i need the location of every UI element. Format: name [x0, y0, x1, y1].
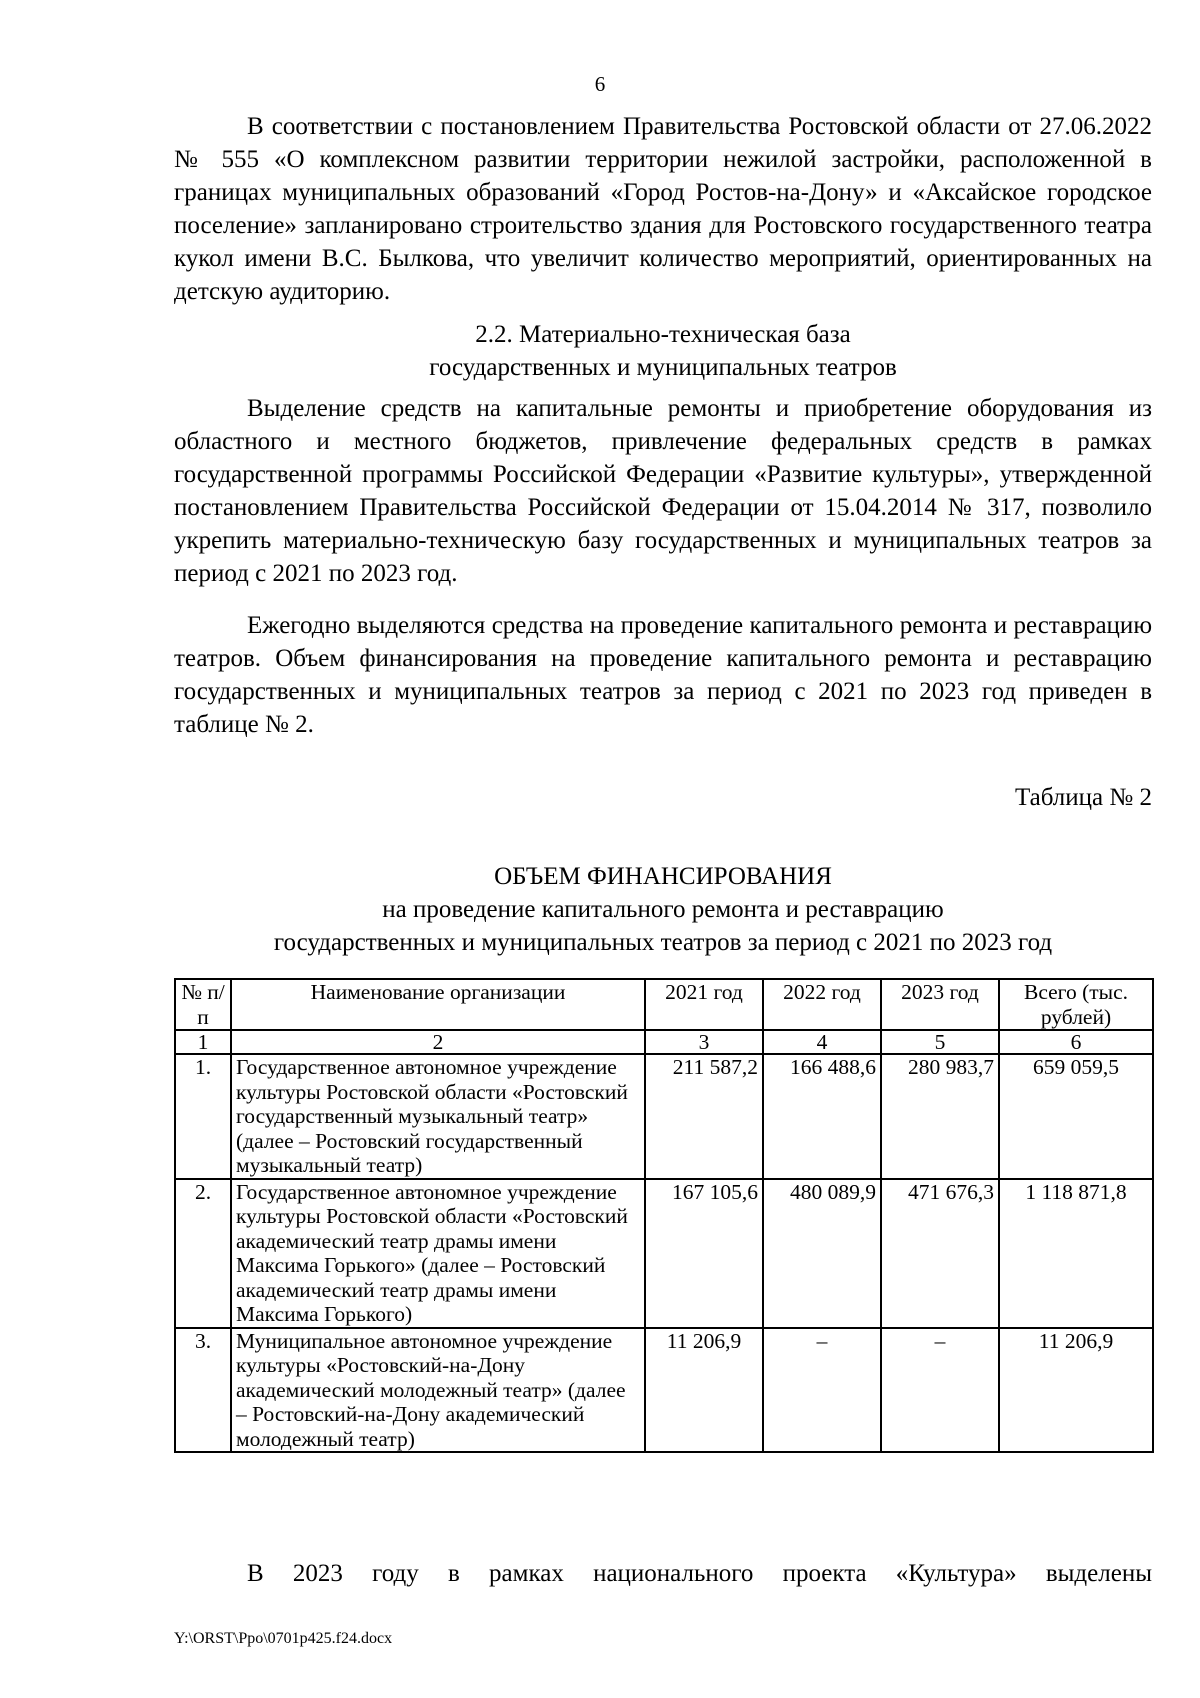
- row-organization: Государственное автономное учреждение культуры Ростовской области «Ростовский государственный музыкальный театр» (далее – Ростовский государственный музыкальный театр): [231, 1054, 645, 1179]
- footer-file-path: Y:\ORST\Ppo\0701p425.f24.docx: [174, 1630, 393, 1647]
- header-2023: 2023 год: [881, 979, 999, 1030]
- paragraph-construction: В соответствии с постановлением Правительства Ростовской области от 27.06.2022 № 555 «О комплексном развитии территории нежилой застройки, расположенной в границах муниципальных образований «Город Ростов-на-Дону» и «Аксайское городское поселение» запланировано строительство здания для Ростовского государственного театра кукол имени В.С. Былкова, что увеличит количество мероприятий, ориентированных на детскую аудиторию.: [174, 113, 1152, 305]
- header-2022: 2022 год: [763, 979, 881, 1030]
- row-total: 659 059,5: [999, 1054, 1153, 1179]
- row-2023: 471 676,3: [881, 1179, 999, 1328]
- paragraph-national-project: В 2023 году в рамках национального проекта «Культура» выделены: [247, 1560, 1152, 1587]
- row-organization: Муниципальное автономное учреждение культуры «Ростовский-на-Дону академический молодежный театр» (далее – Ростовский-на-Дону академический молодежный театр): [231, 1328, 645, 1453]
- section-title-line2: государственных и муниципальных театров: [429, 354, 897, 381]
- row-2021: 11 206,9: [645, 1328, 763, 1453]
- row-2023: 280 983,7: [881, 1054, 999, 1179]
- header-name: Наименование организации: [231, 979, 645, 1030]
- row-num: 3.: [175, 1328, 231, 1453]
- financing-table: [174, 978, 1154, 1453]
- column-numbers-row: [175, 1030, 1153, 1054]
- row-total: 1 118 871,8: [999, 1179, 1153, 1328]
- row-2022: 480 089,9: [763, 1179, 881, 1328]
- row-2022: 166 488,6: [763, 1054, 881, 1179]
- row-num: 2.: [175, 1179, 231, 1328]
- row-2021: 211 587,2: [645, 1054, 763, 1179]
- paragraph-funding: Выделение средств на капитальные ремонты и приобретение оборудования из областного и местного бюджетов, привлечение федеральных средств в рамках государственной программы Российской Федерации «Развитие культуры», утвержденной постановлением Правительства Российской Федерации от 15.04.2014 № 317, позволило укрепить материально-техническую базу государственных и муниципальных театров за период с 2021 по 2023 год.: [174, 395, 1152, 587]
- column-number: 5: [881, 1030, 999, 1054]
- table-label: Таблица № 2: [1014, 784, 1152, 811]
- row-num: 1.: [175, 1054, 231, 1179]
- column-number: 1: [175, 1030, 231, 1054]
- row-organization: Государственное автономное учреждение культуры Ростовской области «Ростовский академический театр драмы имени Максима Горького» (далее – Ростовский академический театр драмы имени Максима Горького): [231, 1179, 645, 1328]
- table-row: [175, 1179, 1153, 1328]
- row-2023: –: [881, 1328, 999, 1453]
- table-row: [175, 1328, 1153, 1453]
- column-number: 6: [999, 1030, 1153, 1054]
- header-num: № п/п: [175, 979, 231, 1030]
- paragraph-annual-repair: Ежегодно выделяются средства на проведение капитального ремонта и реставрацию театров. Объем финансирования на проведение капитального ремонта и реставрацию государственных и муниципальных театров за период с 2021 по 2023 год приведен в таблице № 2.: [174, 612, 1152, 738]
- row-2021: 167 105,6: [645, 1179, 763, 1328]
- table-title-line2: на проведение капитального ремонта и реставрацию: [382, 896, 944, 923]
- column-number: 2: [231, 1030, 645, 1054]
- page-number: 6: [594, 72, 606, 96]
- table-title-line1: ОБЪЕМ ФИНАНСИРОВАНИЯ: [494, 863, 832, 890]
- table-row: [175, 1054, 1153, 1179]
- column-number: 3: [645, 1030, 763, 1054]
- row-2022: –: [763, 1328, 881, 1453]
- section-title-line1: 2.2. Материально-техническая база: [475, 321, 851, 348]
- row-total: 11 206,9: [999, 1328, 1153, 1453]
- table-header-row: [175, 979, 1153, 1030]
- table-title-line3: государственных и муниципальных театров за период с 2021 по 2023 год: [273, 929, 1053, 956]
- header-total: Всего (тыс. рублей): [999, 979, 1153, 1030]
- column-number: 4: [763, 1030, 881, 1054]
- header-2021: 2021 год: [645, 979, 763, 1030]
